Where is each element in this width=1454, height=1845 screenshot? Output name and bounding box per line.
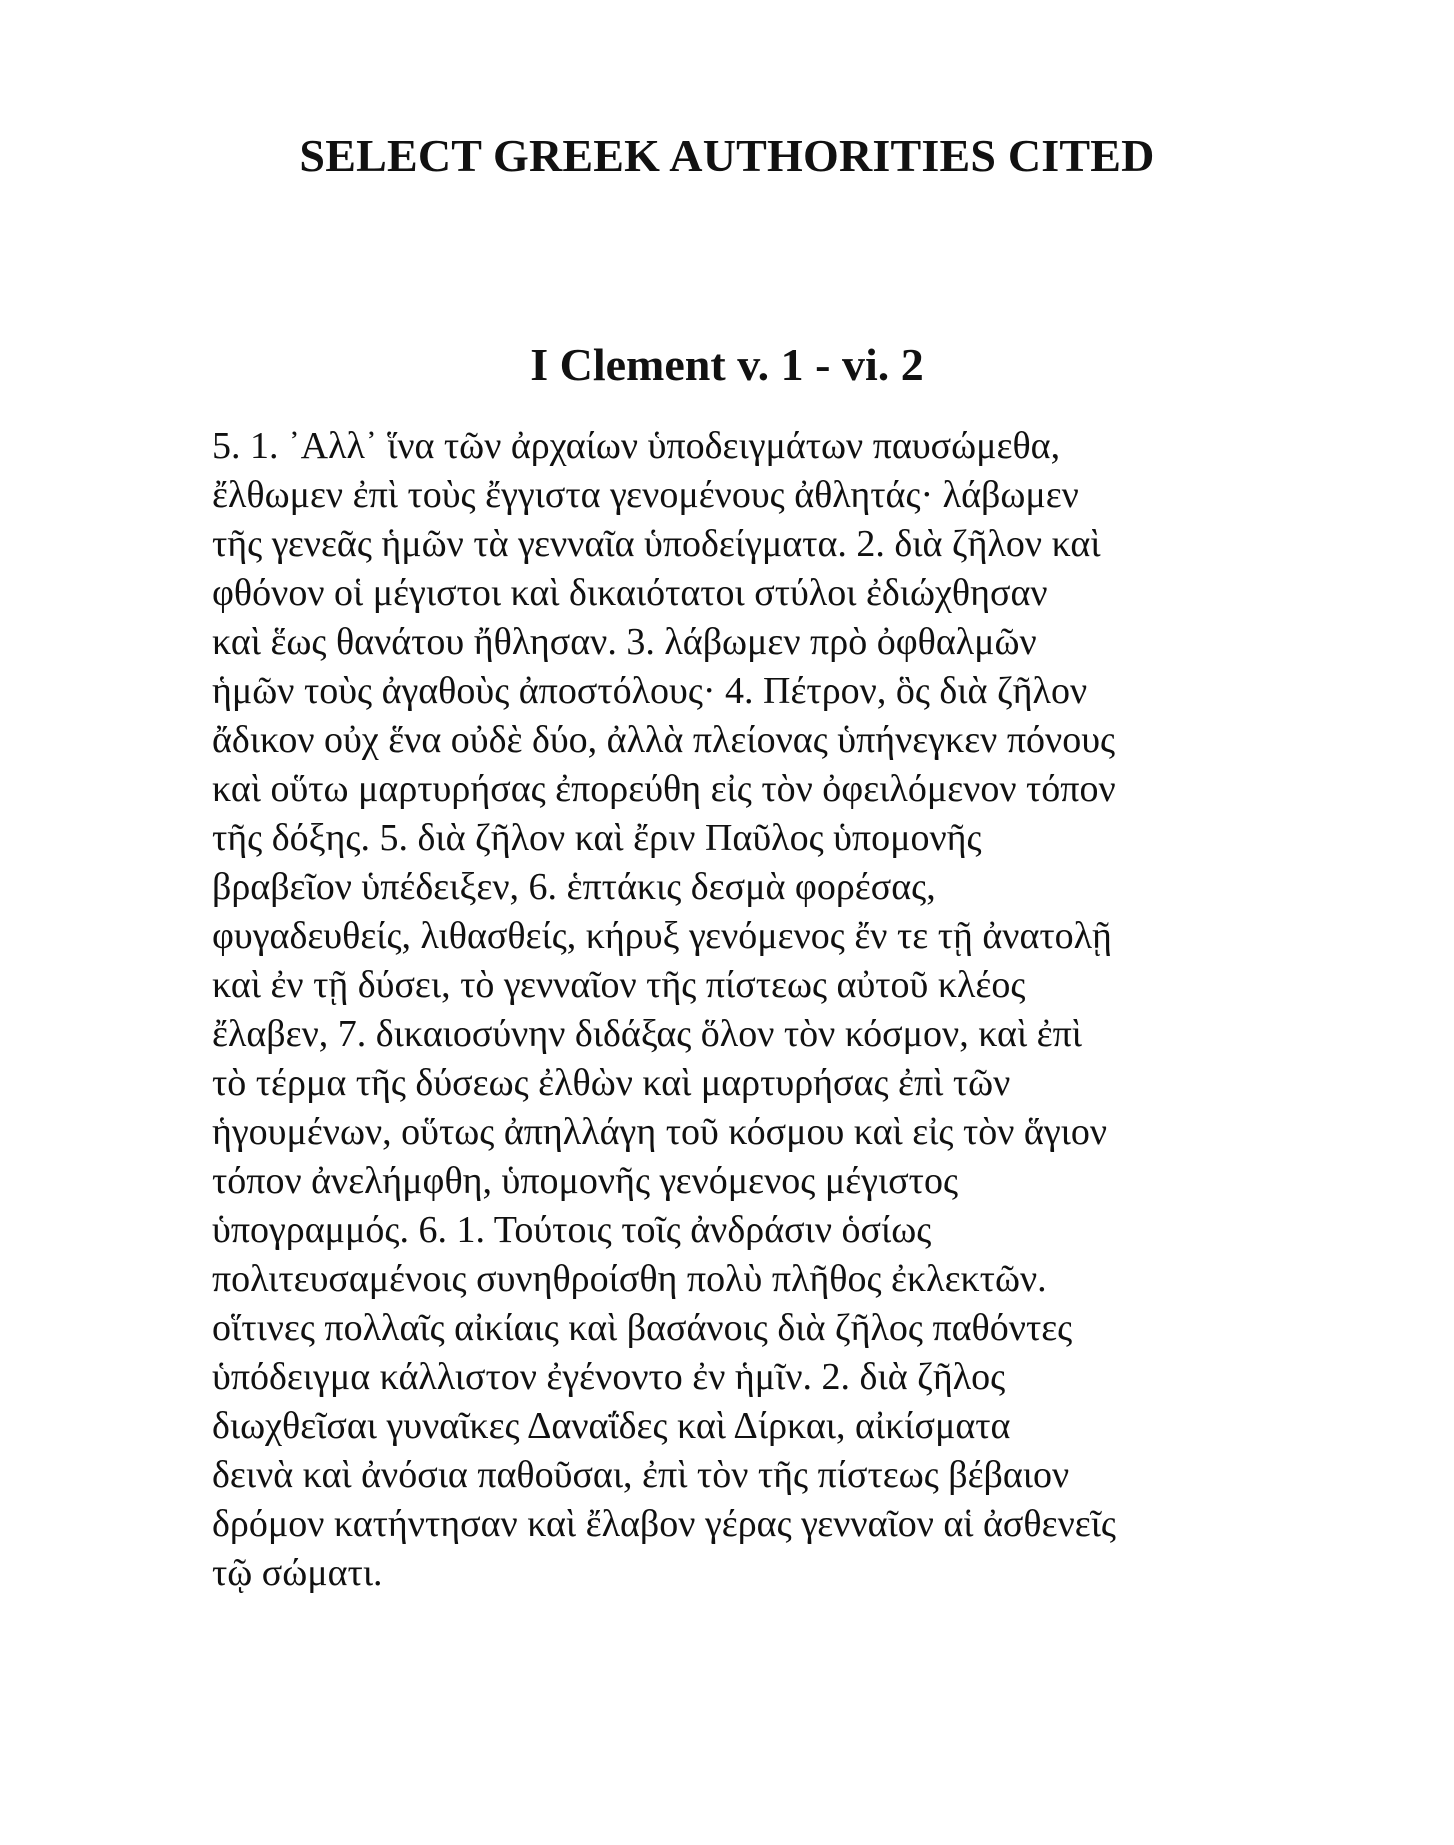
text-line: ὑπόδειγμα κάλλιστον ἐγένοντο ἐν ἡμῖν. 2. διὰ ζῆλος [212,1356,1006,1398]
section-title: I Clement v. 1 - vi. 2 [530,339,924,390]
text-line: καὶ ἕως θανάτου ἤθλησαν. 3. λάβωμεν πρὸ ὀφθαλμῶν [212,621,1037,663]
text-line: ἔλθωμεν ἐπὶ τοὺς ἔγγιστα γενομένους ἀθλητάς· λάβωμεν [212,474,1079,516]
text-line: τῆς γενεᾶς ἡμῶν τὰ γενναῖα ὑποδείγματα. 2. διὰ ζῆλον καὶ [212,523,1101,565]
text-line: φυγαδευθείς, λιθασθείς, κήρυξ γενόμενος ἔν τε τῇ ἀνατολῇ [212,915,1112,957]
text-line: πολιτευσαμένοις συνηθροίσθη πολὺ πλῆθος ἐκλεκτῶν. [212,1258,1047,1300]
text-line: οἵτινες πολλαῖς αἰκίαις καὶ βασάνοις διὰ ζῆλος παθόντες [212,1307,1073,1349]
text-line: 5. 1. ᾿Αλλ᾿ ἵνα τῶν ἀρχαίων ὑποδειγμάτων παυσώμεθα, [212,425,1061,467]
text-line: ὑπογραμμός. 6. 1. Τούτοις τοῖς ἀνδράσιν ὁσίως [212,1209,932,1251]
text-line: δρόμον κατήντησαν καὶ ἔλαβον γέρας γενναῖον αἱ ἀσθενεῖς [212,1503,1116,1545]
text-line: τόπον ἀνελήμφθη, ὑπομονῆς γενόμενος μέγιστος [212,1160,958,1202]
text-line: βραβεῖον ὑπέδειξεν, 6. ἑπτάκις δεσμὰ φορέσας, [212,866,936,908]
text-line: τὸ τέρμα τῆς δύσεως ἐλθὼν καὶ μαρτυρήσας ἐπὶ τῶν [212,1062,1011,1104]
text-line: τῷ σώματι. [212,1552,383,1594]
text-line: ἄδικον οὐχ ἕνα οὐδὲ δύο, ἀλλὰ πλείονας ὑπήνεγκεν πόνους [212,719,1116,761]
page-title: SELECT GREEK AUTHORITIES CITED [299,130,1155,181]
text-line: ἔλαβεν, 7. δικαιοσύνην διδάξας ὅλον τὸν κόσμον, καὶ ἐπὶ [212,1013,1083,1055]
text-line: καὶ ἐν τῇ δύσει, τὸ γενναῖον τῆς πίστεως αὐτοῦ κλέος [212,964,1026,1006]
text-line: τῆς δόξης. 5. διὰ ζῆλον καὶ ἔριν Παῦλος ὑπομονῆς [212,817,982,859]
text-line: ἡγουμένων, οὕτως ἀπηλλάγη τοῦ κόσμου καὶ εἰς τὸν ἅγιον [212,1111,1108,1153]
text-line: διωχθεῖσαι γυναῖκες Δαναΐδες καὶ Δίρκαι, αἰκίσματα [212,1405,1011,1447]
text-line: καὶ οὕτω μαρτυρήσας ἐπορεύθη εἰς τὸν ὀφειλόμενον τόπον [212,768,1116,810]
text-line: δεινὰ καὶ ἀνόσια παθοῦσαι, ἐπὶ τὸν τῆς πίστεως βέβαιον [212,1454,1070,1496]
greek-text-body [212,422,1292,1598]
text-line: φθόνον οἱ μέγιστοι καὶ δικαιότατοι στύλοι ἐδιώχθησαν [212,572,1048,614]
text-line: ἡμῶν τοὺς ἀγαθοὺς ἀποστόλους· 4. Πέτρον, ὃς διὰ ζῆλον [212,670,1088,712]
